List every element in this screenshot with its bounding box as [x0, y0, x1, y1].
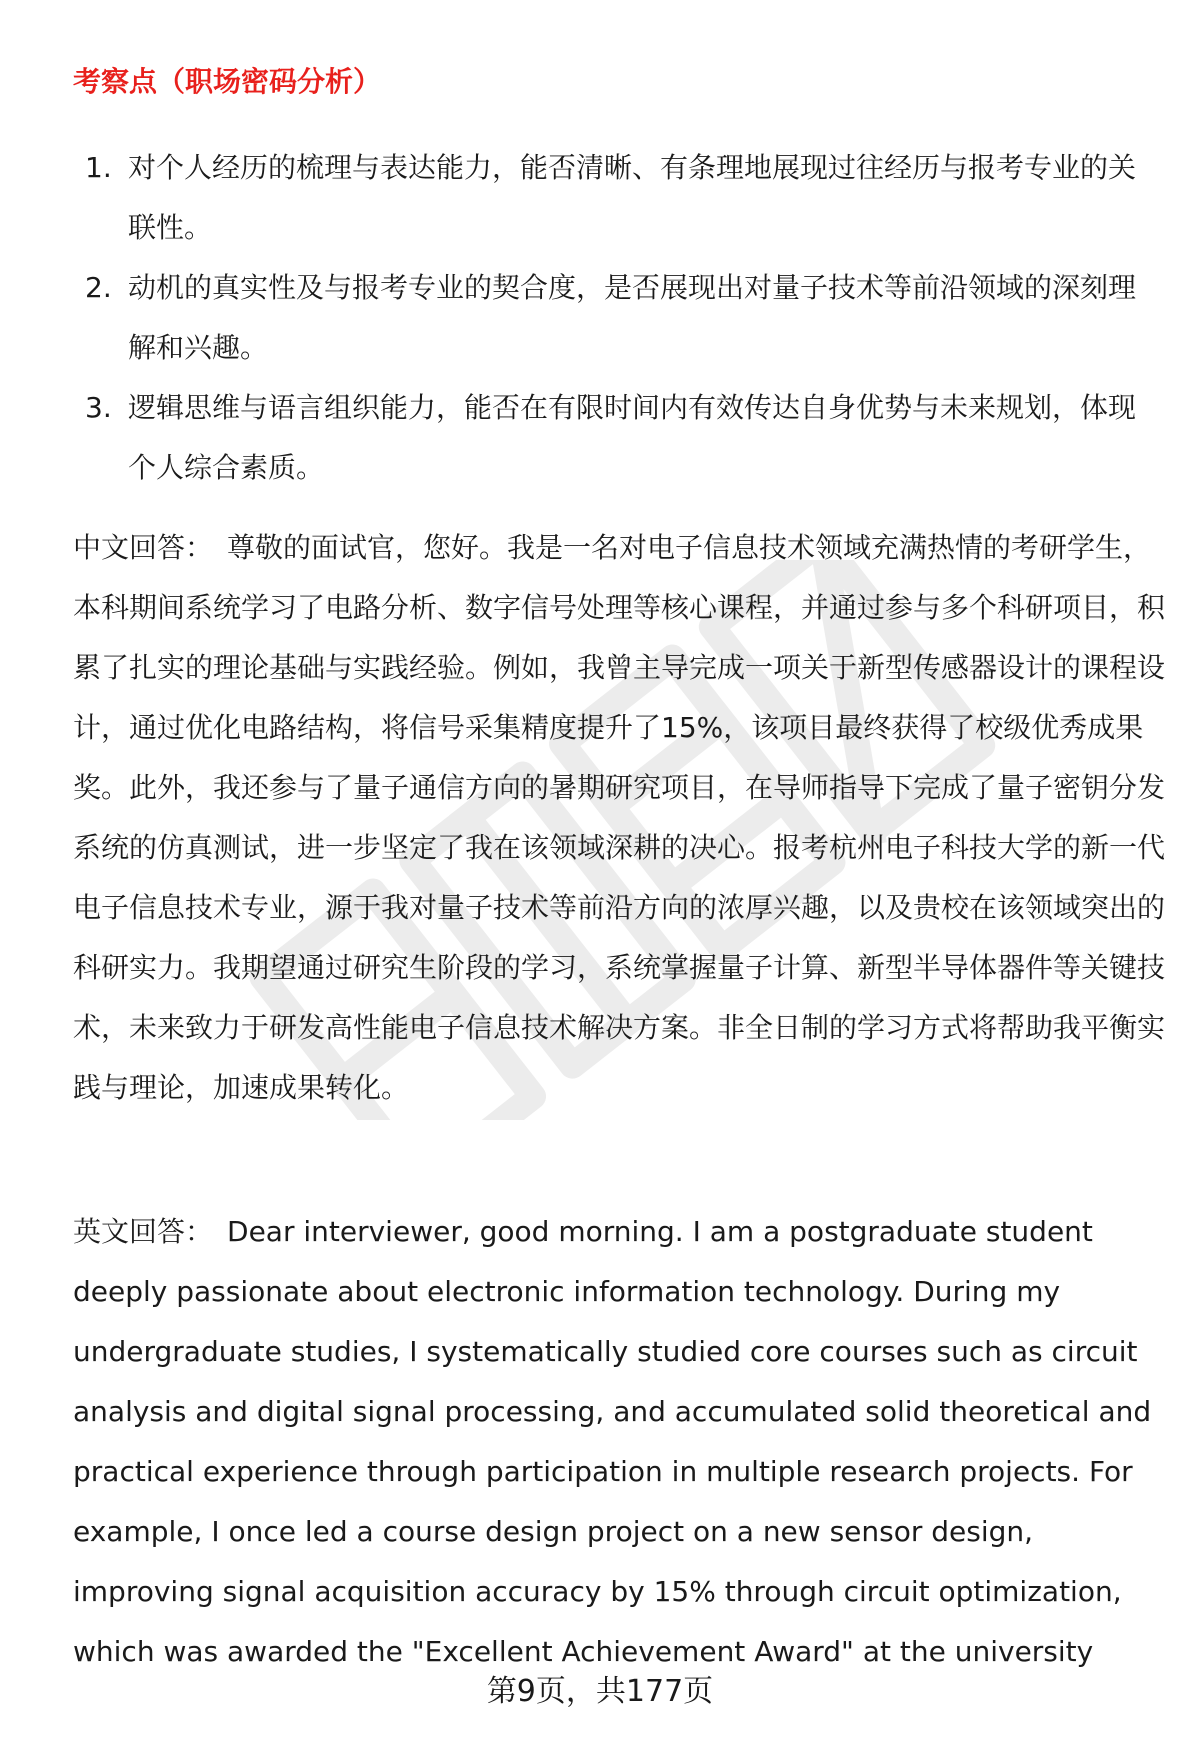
english-answer-label: 英文回答：	[73, 1215, 214, 1248]
list-item-text: 逻辑思维与语言组织能力，能否在有限时间内有效传达自身优势与未来规划，体现个人综合素质。	[128, 391, 1137, 484]
list-item	[73, 138, 1163, 258]
list-item-number: 1.	[85, 151, 112, 184]
chinese-answer-label: 中文回答：	[73, 531, 214, 564]
list-item	[73, 258, 1163, 378]
english-answer-text: Dear interviewer, good morning. I am a postgraduate student deeply passionate about electronic information technology. During my undergraduate studies, I systematically studied core courses such as circuit analysis and digital signal processing, and accumulated solid theoretical and practical experience through participation in multiple research projects. For example, I once led a course design project on a new sensor design, improving signal acquisition accuracy by 15% through circuit optimization, which was awarded the "Excellent Achievement Award" at the university	[73, 1215, 1152, 1668]
chinese-answer-paragraph	[73, 518, 1165, 1118]
page-number-footer: 第9页，共177页	[486, 1674, 714, 1709]
list-item-text: 对个人经历的梳理与表达能力，能否清晰、有条理地展现过往经历与报考专业的关联性。	[128, 151, 1137, 244]
assessment-points-list	[73, 138, 1163, 498]
list-item-text: 动机的真实性及与报考专业的契合度，是否展现出对量子技术等前沿领域的深刻理解和兴趣。	[128, 271, 1137, 364]
list-item-number: 3.	[85, 391, 112, 424]
list-item-number: 2.	[85, 271, 112, 304]
list-item	[73, 378, 1163, 498]
section-title: 考察点（职场密码分析）	[73, 65, 382, 98]
chinese-answer-text: 尊敬的面试官，您好。我是一名对电子信息技术领域充满热情的考研学生，本科期间系统学习了电路分析、数字信号处理等核心课程，并通过参与多个科研项目，积累了扎实的理论基础与实践经验。例如，我曾主导完成一项关于新型传感器设计的课程设计，通过优化电路结构，将信号采集精度提升了15%，该项目最终获得了校级优秀成果奖。此外，我还参与了量子通信方向的暑期研究项目，在导师指导下完成了量子密钥分发系统的仿真测试，进一步坚定了我在该领域深耕的决心。报考杭州电子科技大学的新一代电子信息技术专业，源于我对量子技术等前沿方向的浓厚兴趣，以及贵校在该领域突出的科研实力。我期望通过研究生阶段的学习，系统掌握量子计算、新型半导体器件等关键技术，未来致力于研发高性能电子信息技术解决方案。非全日制的学习方式将帮助我平衡实践与理论，加速成果转化。	[73, 531, 1166, 1104]
english-answer-paragraph	[73, 1202, 1165, 1682]
